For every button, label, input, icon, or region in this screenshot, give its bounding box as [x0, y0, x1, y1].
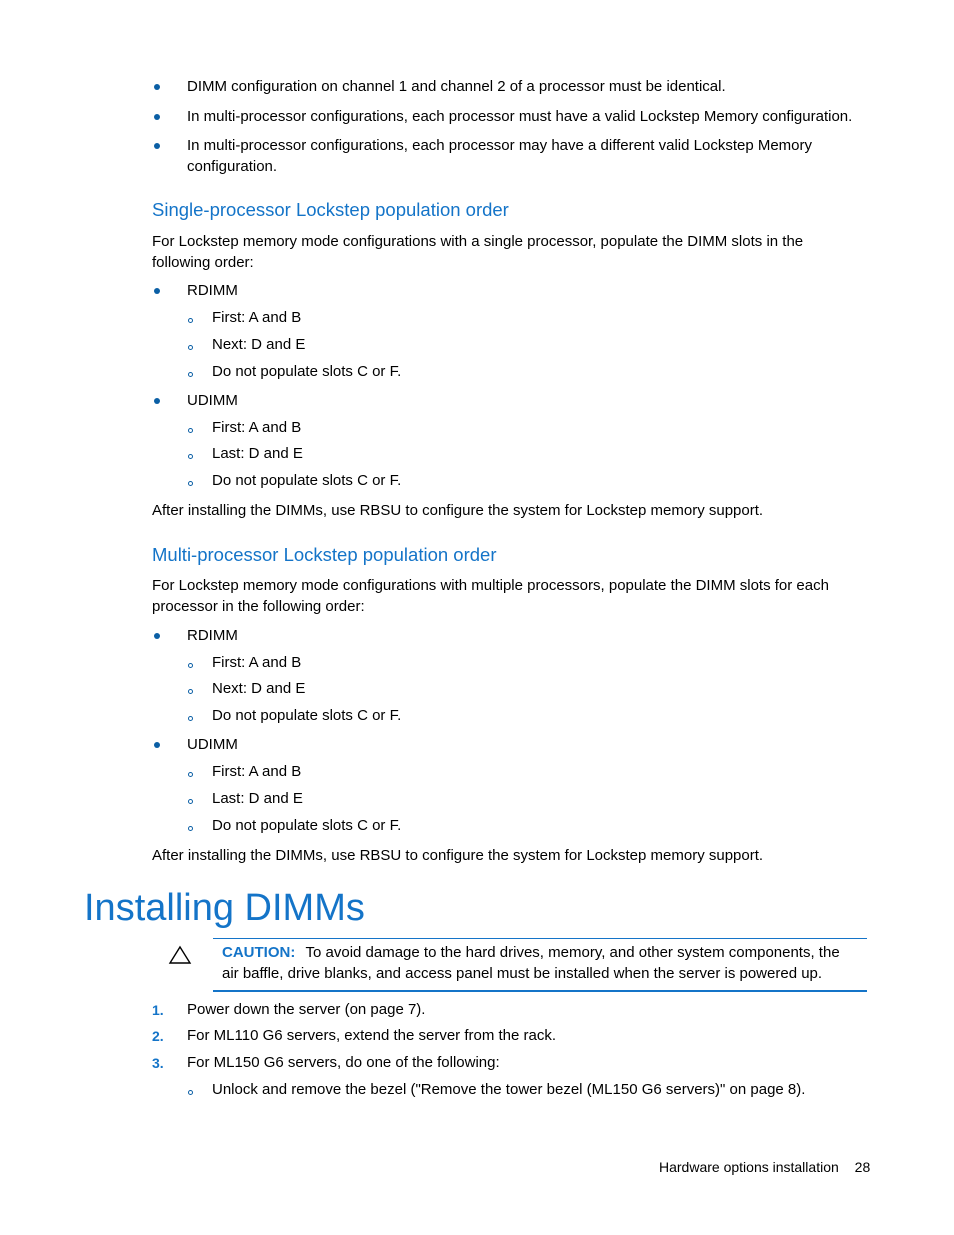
bullet-icon [154, 742, 160, 748]
list-item: UDIMM [187, 392, 238, 409]
sub-list-item: Next: D and E [212, 680, 306, 697]
caution-label: CAUTION: [222, 944, 296, 961]
paragraph: processor in the following order: [152, 598, 365, 615]
sub-bullet-icon [188, 689, 193, 694]
caution-bottom-rule [213, 990, 867, 992]
page-title: Installing DIMMs [84, 887, 365, 929]
sub-bullet-icon [188, 772, 193, 777]
section-heading: Multi-processor Lockstep population order [152, 544, 497, 565]
bullet-icon [154, 84, 160, 90]
sub-list-item: First: A and B [212, 309, 302, 326]
warning-triangle-icon [168, 945, 192, 965]
sub-bullet-icon [188, 481, 193, 486]
sub-bullet-icon [188, 663, 193, 668]
sub-bullet-icon [188, 454, 193, 459]
sub-bullet-icon [188, 826, 193, 831]
list-item-continuation: configuration. [187, 158, 278, 175]
sub-list-item: Next: D and E [212, 336, 306, 353]
step-number: 2. [152, 1028, 164, 1044]
bullet-icon [154, 143, 160, 149]
list-item: In multi-processor configurations, each processor may have a different valid Lockstep Memory [187, 137, 813, 154]
paragraph: following order: [152, 254, 254, 271]
sub-list-item: Last: D and E [212, 445, 303, 462]
caution-top-rule [213, 938, 867, 939]
section-heading: Single-processor Lockstep population order [152, 199, 509, 220]
bullet-icon [154, 114, 160, 120]
sub-bullet-icon [188, 716, 193, 721]
list-item: DIMM configuration on channel 1 and channel 2 of a processor must be identical. [187, 78, 726, 95]
paragraph: For Lockstep memory mode configurations with multiple processors, populate the DIMM slots for each [152, 577, 829, 594]
sub-bullet-icon [188, 428, 193, 433]
sub-list-item: First: A and B [212, 763, 302, 780]
sub-list-item: First: A and B [212, 654, 302, 671]
caution-text: To avoid damage to the hard drives, memory, and other system components, the [305, 944, 840, 961]
paragraph: After installing the DIMMs, use RBSU to configure the system for Lockstep memory support. [152, 502, 764, 519]
bullet-icon [154, 633, 160, 639]
paragraph: For Lockstep memory mode configurations with a single processor, populate the DIMM slots in the [152, 233, 804, 250]
sub-list-item: Last: D and E [212, 790, 303, 807]
paragraph: After installing the DIMMs, use RBSU to configure the system for Lockstep memory support. [152, 847, 764, 864]
sub-list-item: Do not populate slots C or F. [212, 817, 402, 834]
sub-bullet-icon [188, 318, 193, 323]
caution-line [222, 944, 840, 961]
sub-list-item: First: A and B [212, 419, 302, 436]
step-text: For ML110 G6 servers, extend the server from the rack. [187, 1027, 557, 1044]
sub-step-text: Unlock and remove the bezel ("Remove the tower bezel (ML150 G6 servers)" on page 8). [212, 1081, 806, 1098]
list-item: RDIMM [187, 627, 238, 644]
sub-list-item: Do not populate slots C or F. [212, 363, 402, 380]
step-number: 1. [152, 1002, 164, 1018]
step-text: Power down the server (on page 7). [187, 1001, 426, 1018]
page-number: 28 [854, 1159, 871, 1175]
footer-section: Hardware options installation [659, 1159, 839, 1175]
list-item: UDIMM [187, 736, 238, 753]
list-item: In multi-processor configurations, each processor must have a valid Lockstep Memory configuration. [187, 108, 853, 125]
sub-bullet-icon [188, 1090, 193, 1095]
caution-text: air baffle, drive blanks, and access panel must be installed when the server is powered up. [222, 965, 823, 982]
sub-bullet-icon [188, 345, 193, 350]
step-text: For ML150 G6 servers, do one of the following: [187, 1054, 500, 1071]
list-item: RDIMM [187, 282, 238, 299]
bullet-icon [154, 288, 160, 294]
bullet-icon [154, 398, 160, 404]
sub-bullet-icon [188, 799, 193, 804]
sub-list-item: Do not populate slots C or F. [212, 472, 402, 489]
step-number: 3. [152, 1055, 164, 1071]
sub-bullet-icon [188, 372, 193, 377]
footer [659, 1159, 870, 1175]
sub-list-item: Do not populate slots C or F. [212, 707, 402, 724]
